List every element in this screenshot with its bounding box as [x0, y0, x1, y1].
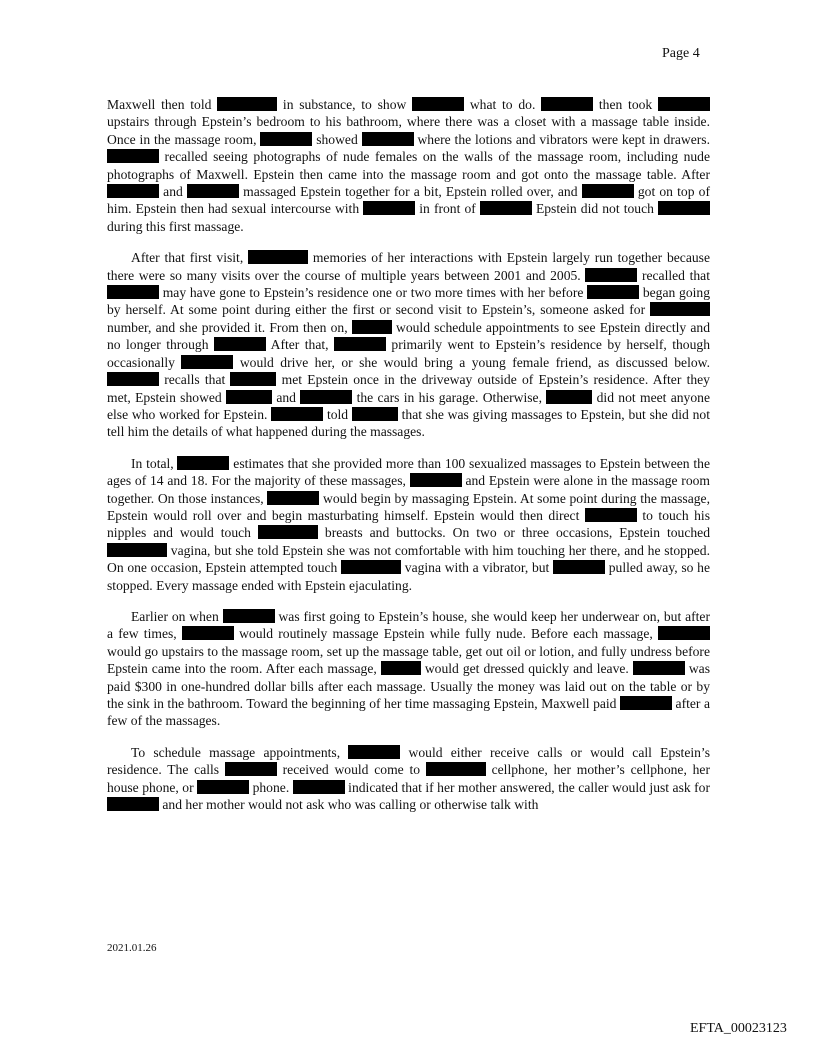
redaction-box: [258, 525, 318, 539]
text-run: recalled that: [637, 267, 710, 283]
text-run: showed: [312, 131, 362, 147]
redaction-box: [187, 184, 239, 198]
redaction-box: [260, 132, 312, 146]
paragraph: [107, 455, 710, 594]
text-run: memories of her interactions with Epstein largely run together because there were so many visits over the course of multiple years between 2001 and 2005.: [107, 250, 710, 283]
redaction-box: [587, 285, 639, 299]
text-run: would routinely massage Epstein while fully nude. Before each massage,: [233, 626, 658, 642]
redaction-box: [363, 201, 415, 215]
text-run: would either receive calls or would call Epstein’s residence. The calls: [107, 744, 710, 778]
redaction-box: [300, 390, 352, 404]
text-run: was first going to Epstein’s house, she would keep her underwear on, but after a few times,: [107, 608, 710, 642]
redaction-box: [352, 320, 392, 334]
text-run: and Epstein were alone in the massage room together. On those instances,: [107, 473, 710, 506]
text-run: pulled away, so he stopped. Every massage ended with Epstein ejaculating.: [107, 560, 710, 593]
page-number: Page 4: [662, 46, 700, 61]
text-run: Earlier on when: [131, 608, 223, 624]
text-run: in front of: [415, 201, 480, 217]
redaction-box: [107, 797, 159, 811]
redaction-box: [197, 780, 249, 794]
redaction-box: [248, 250, 308, 264]
text-run: that she was giving massages to Epstein, but she did not tell him the details of what happened during the massages.: [107, 406, 710, 440]
text-run: did not meet anyone else who worked for Epstein.: [107, 389, 710, 422]
redaction-box: [633, 661, 685, 675]
redaction-box: [585, 268, 637, 282]
redaction-box: [214, 337, 266, 351]
document-body: [107, 96, 710, 827]
redaction-box: [181, 355, 233, 369]
paragraph: [107, 249, 710, 440]
text-run: breasts and buttocks. On two or three occasions, Epstein touched: [317, 525, 710, 541]
text-run: in substance, to show: [277, 97, 413, 112]
redaction-box: [426, 762, 486, 776]
paragraph: [107, 96, 710, 235]
text-run: the cars in his garage. Otherwise,: [352, 389, 547, 405]
text-run: to touch his nipples and would touch: [107, 507, 710, 541]
text-run: Maxwell then told: [107, 97, 218, 112]
text-run: may have gone to Epstein’s residence one or two more times with her before: [159, 285, 588, 301]
text-run: and: [159, 184, 187, 200]
redaction-box: [658, 626, 710, 640]
redaction-box: [217, 97, 277, 111]
text-run: phone.: [249, 779, 293, 795]
redaction-box: [225, 762, 277, 776]
redaction-box: [620, 696, 672, 710]
text-run: told: [323, 406, 352, 422]
redaction-box: [182, 626, 234, 640]
redaction-box: [226, 390, 272, 404]
redaction-box: [412, 97, 464, 111]
text-run: would get dressed quickly and leave.: [420, 661, 633, 677]
text-run: massaged Epstein together for a bit, Epstein rolled over, and: [238, 184, 582, 200]
redaction-box: [553, 560, 605, 574]
text-run: vagina with a vibrator, but: [401, 560, 554, 576]
text-run: After that first visit,: [131, 250, 249, 266]
text-run: what to do.: [464, 97, 542, 112]
text-run: was paid $300 in one-hundred dollar bills after each massage. Usually the money was laid out on the table or by the sink in the bathroom. Toward the beginning of her time massaging Epstein, Maxwell paid: [107, 661, 710, 711]
redaction-box: [546, 390, 592, 404]
text-run: cellphone, her mother’s cellphone, her house phone, or: [107, 762, 710, 795]
redaction-box: [650, 302, 710, 316]
redaction-box: [107, 184, 159, 198]
text-run: After that,: [265, 337, 334, 353]
paragraph: [107, 744, 710, 814]
text-run: began going by herself. At some point during either the first or second visit to Epstein’s, someone asked for: [107, 285, 710, 318]
bates-number: EFTA_00023123: [690, 1021, 787, 1036]
redaction-box: [293, 780, 345, 794]
text-run: and: [272, 389, 301, 405]
redaction-box: [541, 97, 593, 111]
redaction-box: [348, 745, 400, 759]
redaction-box: [177, 456, 229, 470]
redaction-box: [410, 473, 462, 487]
redaction-box: [271, 407, 323, 421]
redaction-box: [582, 184, 634, 198]
text-run: would begin by massaging Epstein. At some point during the massage, Epstein would roll over and begin masturbating himself. Epstein would then direct: [107, 490, 710, 523]
redaction-box: [107, 149, 159, 163]
redaction-box: [223, 609, 275, 623]
text-run: would go upstairs to the massage room, set up the massage table, get out oil or lotion, and fully undress before Epstein came into the room. After each massage,: [107, 643, 710, 677]
redaction-box: [107, 372, 159, 386]
text-run: would drive her, or she would bring a young female friend, as discussed below.: [233, 354, 710, 370]
text-run: would schedule appointments to see Epstein directly and no longer through: [107, 319, 710, 353]
text-run: received would come to: [276, 762, 426, 778]
text-run: To schedule massage appointments,: [131, 744, 349, 760]
text-run: indicated that if her mother answered, the caller would just ask for: [344, 779, 710, 795]
text-run: upstairs through Epstein’s bedroom to his bathroom, where there was a closet with a massage table inside. Once in the massage room,: [107, 114, 710, 147]
redaction-box: [658, 97, 710, 111]
redaction-box: [480, 201, 532, 215]
redaction-box: [381, 661, 421, 675]
text-run: recalled seeing photographs of nude females on the walls of the massage room, including nude photographs of Maxwell. Epstein then came into the massage room and got onto the massage table. After: [107, 149, 710, 182]
paragraph: [107, 608, 710, 730]
redaction-box: [658, 201, 710, 215]
text-run: number, and she provided it. From then on,: [107, 319, 352, 335]
redaction-box: [107, 285, 159, 299]
redaction-box: [230, 372, 276, 386]
redaction-box: [585, 508, 637, 522]
text-run: met Epstein once in the driveway outside of Epstein’s residence. After they met, Epstein showed: [107, 372, 710, 405]
redaction-box: [362, 132, 414, 146]
text-run: Epstein did not touch: [531, 201, 658, 217]
redaction-box: [352, 407, 398, 421]
text-run: during this first massage.: [107, 218, 244, 234]
redaction-box: [267, 491, 319, 505]
text-run: recalls that: [159, 372, 231, 388]
text-run: In total,: [131, 455, 178, 471]
text-run: where the lotions and vibrators were kept in drawers.: [413, 131, 710, 147]
redaction-box: [341, 560, 401, 574]
text-run: then took: [593, 97, 658, 112]
text-run: vagina, but she told Epstein she was not comfortable with him touching her there, and he stopped. On one occasion, Epstein attempted touch: [107, 542, 710, 576]
redaction-box: [334, 337, 386, 351]
redaction-box: [107, 543, 167, 557]
footer-date: 2021.01.26: [107, 942, 157, 954]
text-run: after a few of the massages.: [107, 696, 710, 729]
text-run: estimates that she provided more than 100 sexualized massages to Epstein between the ages of 14 and 18. For the majority of these massages,: [107, 455, 710, 489]
text-run: and her mother would not ask who was calling or otherwise talk with: [159, 797, 539, 813]
text-run: primarily went to Epstein’s residence by herself, though occasionally: [107, 337, 710, 370]
text-run: got on top of him. Epstein then had sexual intercourse with: [107, 184, 710, 217]
